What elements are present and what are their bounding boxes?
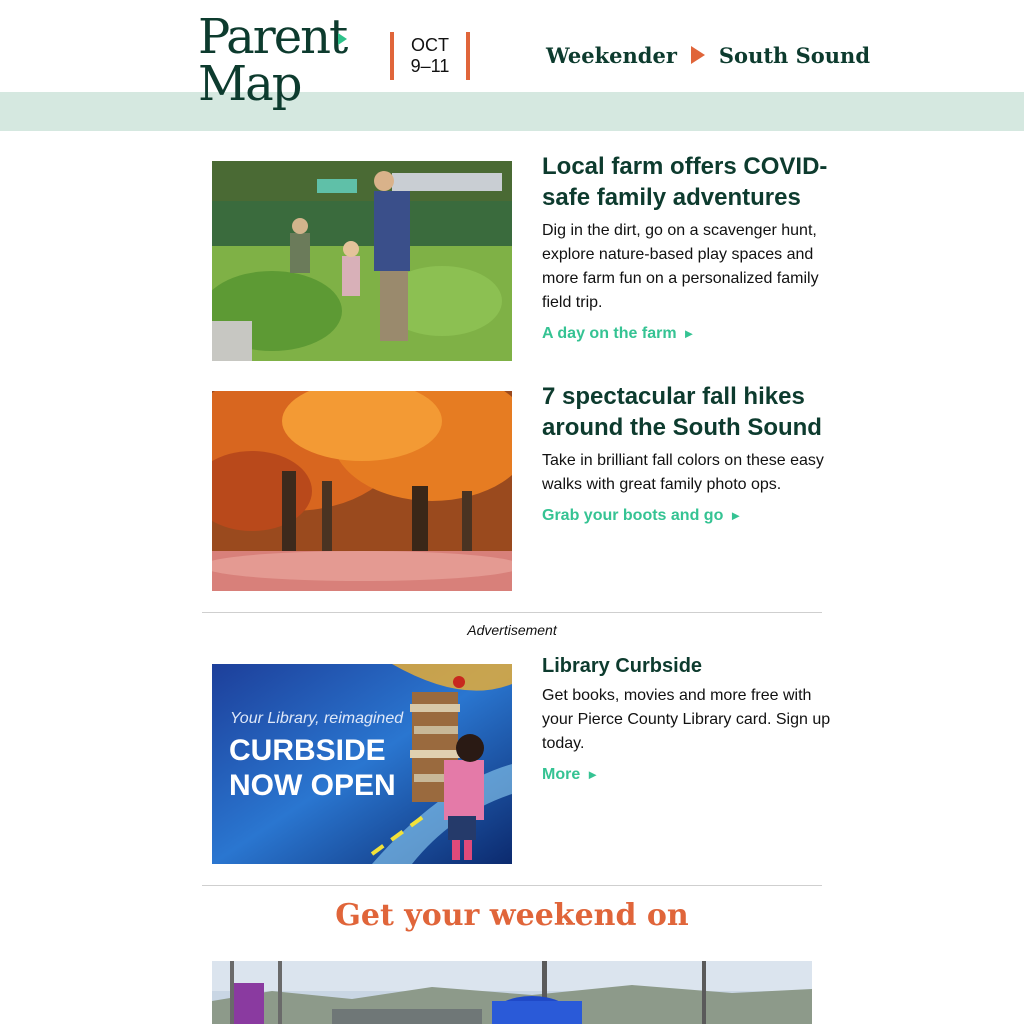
fall-trees-photo[interactable] [212, 391, 512, 591]
ad-headline-1: CURBSIDE [229, 734, 386, 767]
article-description: Take in brilliant fall colors on these easy walks with great family photo ops. [542, 452, 824, 493]
date-month: OCT [411, 35, 449, 55]
logo-line-1: Parent [198, 9, 347, 65]
divider [202, 885, 822, 886]
parentmap-logo[interactable] [198, 9, 358, 124]
article-text [542, 151, 832, 343]
article-text [542, 381, 832, 525]
ad-description: Get books, movies and more free with your Pierce County Library card. Sign up today. [542, 687, 831, 752]
section-heading: Get your weekend on [335, 898, 689, 933]
newsletter-header [0, 0, 1024, 131]
article-cta-link[interactable] [542, 325, 695, 343]
ad-card [212, 655, 831, 864]
ad-tagline: Your Library, reimagined [230, 710, 404, 727]
ad-text [542, 654, 832, 784]
cta-label: Grab your boots and go [542, 507, 724, 524]
region-name: South Sound [718, 42, 871, 68]
logo-flag-icon [338, 33, 347, 45]
article-title[interactable]: Local farm offers COVID-safe family adventures [542, 153, 828, 211]
play-arrow-icon: ► [729, 508, 743, 523]
article-title[interactable]: 7 spectacular fall hikes around the South Sound [542, 383, 822, 441]
weekend-feature-photo[interactable] [212, 961, 812, 1024]
divider [202, 612, 822, 613]
article-cta-link[interactable] [542, 507, 742, 525]
ad-headline-2: NOW OPEN [229, 769, 396, 802]
date-days: 9–11 [410, 56, 450, 76]
play-arrow-icon: ► [586, 767, 600, 782]
article-description: Dig in the dirt, go on a scavenger hunt, explore nature-based play spaces and more farm fun on a personalized family field trip. [542, 222, 819, 311]
play-arrow-icon: ► [682, 326, 696, 341]
ad-title[interactable]: Library Curbside [542, 655, 703, 677]
cta-label: A day on the farm [542, 325, 677, 342]
logo-line-2: Map [198, 56, 301, 112]
article-card [212, 153, 828, 361]
play-arrow-icon [691, 46, 705, 64]
farm-photo[interactable] [212, 161, 512, 361]
cta-label: More [542, 766, 581, 783]
newsletter-name: Weekender [546, 42, 677, 68]
newsletter-title [546, 40, 870, 70]
ad-more-link[interactable] [542, 766, 599, 784]
library-ad-image[interactable] [212, 664, 512, 864]
date-badge [390, 32, 470, 80]
advertisement-label: Advertisement [467, 622, 557, 638]
article-card [212, 383, 824, 591]
